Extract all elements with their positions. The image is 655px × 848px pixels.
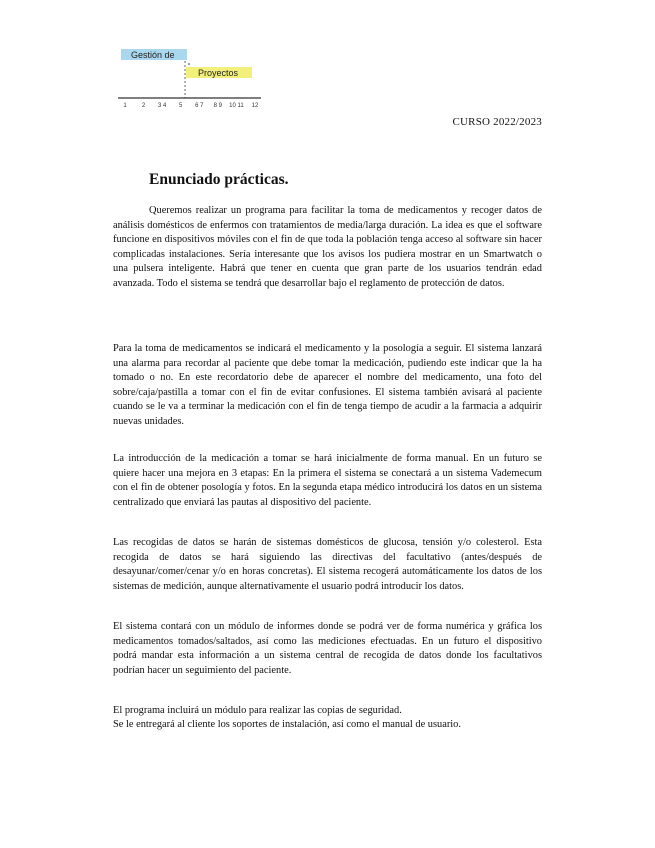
logo-tick-label: 5: [179, 103, 183, 109]
logo-tick-label: 2: [141, 103, 146, 109]
logo-graphic: [113, 35, 273, 115]
paragraph-medication-input: La introducción de la medicación a tomar se hará inicialmente de forma manual. En un futuro se quiere hacer una mejora en 3 etapas: En la primera el sistema se conectará a un sistema Vademecum con el fin de obtener posología y fotos. En la segunda etapa médico introducirá los datos en un sistema centralizado que enviará las pautas al dispositivo del paciente.: [113, 453, 542, 508]
logo-tick-label: 8 9: [213, 103, 223, 109]
logo-tick-label: 6 7: [195, 103, 204, 109]
logo-tick-label: 1: [123, 103, 127, 109]
logo-tick-label: 10 11: [229, 103, 244, 109]
paragraph-intro: Queremos realizar un programa para facilitar la toma de medicamentos y recoger datos de análisis domésticos de enfermos con tratamientos de media/larga duración. La idea es que el software funcione en dispositivos móviles con el fin de que toda la población tenga acceso al software sin hacer complicadas instalaciones. Sería interesante que los avisos los pudiera mostrar en un Smartwatch o una pulsera inteligente. Habrá que tener en cuenta que gran parte de los usuarios tendrán edad avanzada. Todo el sistema se tendrá que desarrollar bajo el reglamento de protección de datos.: [113, 205, 542, 289]
logo-bottom-label: Proyectos: [198, 68, 239, 78]
project-management-logo: [113, 35, 273, 115]
page-title: Enunciado prácticas.: [149, 171, 289, 188]
paragraph-medication: Para la toma de medicamentos se indicará el medicamento y la posología a seguir. El sistema lanzará una alarma para recordar al paciente que debe tomar la medicación, pudiendo este indicar que la ha tomado o no. En este recordatorio debe de aparecer el nombre del medicamento, una foto del sobre/caja/pastilla a tomar con el fin de evitar confusiones. El sistema también avisará al paciente cuando se le va a terminar la medicación con el fin de tenga tiempo de acudir a la farmacia a adquirir nuevas unidades.: [113, 343, 542, 427]
paragraph-delivery: Se le entregará al cliente los soportes de instalación, así como el manual de usuario.: [113, 719, 461, 730]
logo-tick-label: 3 4: [157, 103, 167, 109]
logo-dot: [188, 63, 190, 65]
paragraph-data-collection: Las recogidas de datos se harán de sistemas domésticos de glucosa, tensión y/o colesterol. Esta recogida de datos se hará siguiendo las directivas del facultativo (antes/después de desayunar/comer/cenar y/o en horas concretas). El sistema recogerá automáticamente los datos de los sistemas de medición, aunque alternativamente el usuario podrá introducir los datos.: [113, 537, 542, 592]
course-year: CURSO 2022/2023: [452, 116, 542, 128]
paragraph-backups: El programa incluirá un módulo para realizar las copias de seguridad.: [113, 705, 402, 716]
paragraph-reports: El sistema contará con un módulo de informes donde se podrá ver de forma numérica y gráfica los medicamentos tomados/saltados, así como las mediciones efectuadas. En un futuro el dispositivo podrá mandar esta información a un sistema central de recogida de datos donde los facultativos podrían hacer un seguimiento del paciente.: [113, 621, 542, 676]
logo-top-label: Gestión de: [131, 50, 175, 60]
logo-tick-label: 12: [251, 103, 259, 109]
